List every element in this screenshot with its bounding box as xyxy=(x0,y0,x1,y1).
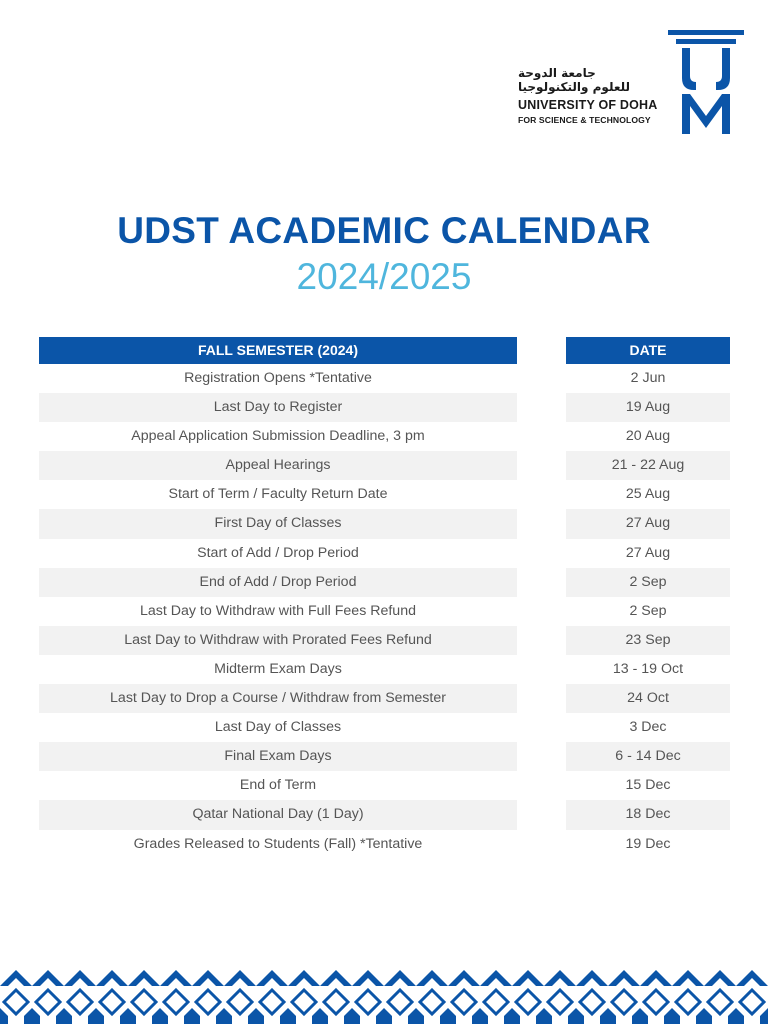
event-cell: Appeal Hearings xyxy=(39,451,517,480)
pattern-chevron xyxy=(256,970,288,986)
pattern-diamond xyxy=(196,990,220,1014)
pattern-diamond xyxy=(740,990,764,1014)
logo-english-line2: FOR SCIENCE & TECHNOLOGY xyxy=(518,115,651,125)
pattern-chevron xyxy=(0,970,32,986)
date-cell: 2 Sep xyxy=(629,602,667,619)
event-column-header: FALL SEMESTER (2024) xyxy=(39,337,517,364)
date-cell: 18 Dec xyxy=(566,800,730,829)
logo-english-line1: UNIVERSITY OF DOHA xyxy=(518,98,658,112)
date-cell: 19 Aug xyxy=(566,393,730,422)
event-cell: Midterm Exam Days xyxy=(214,660,342,677)
pattern-chevron xyxy=(512,970,544,986)
event-cell: End of Term xyxy=(239,777,317,794)
date-cell: 25 Aug xyxy=(625,486,671,503)
pattern-diamond xyxy=(68,990,92,1014)
date-cell: 27 Aug xyxy=(625,544,671,561)
pattern-chevron xyxy=(704,970,736,986)
pattern-diamond xyxy=(36,990,60,1014)
logo-arabic-line2: للعلوم والتكنولوجيا xyxy=(518,80,631,94)
event-cell: Last Day to Withdraw with Full Fees Refund xyxy=(140,602,416,619)
pattern-chevron xyxy=(288,970,320,986)
date-column-header: DATE xyxy=(566,337,730,364)
pattern-diamond xyxy=(516,990,540,1014)
event-cell: First Day of Classes xyxy=(39,509,517,538)
page-subtitle-year: 2024/2025 xyxy=(296,256,472,297)
event-cell: Qatar National Day (1 Day) xyxy=(39,800,517,829)
event-cell: Grades Released to Students (Fall) *Tentative xyxy=(133,835,423,852)
dates-column xyxy=(566,337,730,859)
pattern-chevron xyxy=(320,970,352,986)
pattern-diamond xyxy=(132,990,156,1014)
pattern-diamond xyxy=(100,990,124,1014)
pattern-diamond xyxy=(676,990,700,1014)
pattern-chevron xyxy=(672,970,704,986)
pattern-diamond xyxy=(260,990,284,1014)
pattern-diamond xyxy=(4,990,28,1014)
pattern-diamond xyxy=(420,990,444,1014)
pattern-chevron xyxy=(576,970,608,986)
date-cell: 21 - 22 Aug xyxy=(566,451,730,480)
pattern-chevron xyxy=(480,970,512,986)
event-cell: Last Day to Drop a Course / Withdraw from Semester xyxy=(39,684,517,713)
date-cell: 20 Aug xyxy=(625,428,671,445)
events-column xyxy=(39,337,517,859)
date-cell: 3 Dec xyxy=(629,719,667,736)
logo-wordmark xyxy=(518,66,670,125)
event-cell: Final Exam Days xyxy=(39,742,517,771)
university-logo xyxy=(516,28,746,138)
event-cell: Start of Term / Faculty Return Date xyxy=(168,486,388,503)
date-cell: 27 Aug xyxy=(566,509,730,538)
pattern-chevron xyxy=(640,970,672,986)
pattern-chevron xyxy=(96,970,128,986)
udst-emblem-icon xyxy=(668,28,744,136)
page-title: UDST ACADEMIC CALENDAR xyxy=(117,210,651,251)
date-cell: 2 Jun xyxy=(630,370,666,386)
event-cell: Last Day to Withdraw with Prorated Fees Refund xyxy=(39,626,517,655)
event-cell: Appeal Application Submission Deadline, 3 pm xyxy=(131,428,425,445)
pattern-diamond xyxy=(484,990,508,1014)
pattern-chevron xyxy=(384,970,416,986)
pattern-chevron xyxy=(608,970,640,986)
pattern-diamond xyxy=(228,990,252,1014)
pattern-chevron xyxy=(224,970,256,986)
pattern-chevron xyxy=(128,970,160,986)
pattern-chevron xyxy=(352,970,384,986)
date-cell: 2 Sep xyxy=(566,568,730,597)
decorative-pattern-footer xyxy=(0,966,768,1024)
pattern-chevron xyxy=(64,970,96,986)
event-cell: Last Day to Register xyxy=(39,393,517,422)
date-cell: 6 - 14 Dec xyxy=(566,742,730,771)
pattern-diamond xyxy=(452,990,476,1014)
pattern-diamond xyxy=(612,990,636,1014)
pattern-diamond xyxy=(708,990,732,1014)
pattern-diamond xyxy=(164,990,188,1014)
pattern-diamond xyxy=(644,990,668,1014)
date-cell: 19 Dec xyxy=(625,835,671,852)
date-cell: 15 Dec xyxy=(625,777,671,794)
date-cell: 23 Sep xyxy=(566,626,730,655)
pattern-chevron xyxy=(32,970,64,986)
event-cell: Start of Add / Drop Period xyxy=(197,544,359,561)
pattern-diamond xyxy=(548,990,572,1014)
pattern-diamond xyxy=(580,990,604,1014)
pattern-chevron xyxy=(544,970,576,986)
pattern-chevron xyxy=(448,970,480,986)
pattern-diamond xyxy=(324,990,348,1014)
event-cell: End of Add / Drop Period xyxy=(39,568,517,597)
pattern-diamond xyxy=(356,990,380,1014)
event-cell: Registration Opens *Tentative xyxy=(184,370,372,386)
pattern-chevron xyxy=(416,970,448,986)
pattern-diamond xyxy=(388,990,412,1014)
pattern-chevron xyxy=(192,970,224,986)
date-cell: 13 - 19 Oct xyxy=(612,660,684,677)
logo-arabic-line1: جامعة الدوحة xyxy=(518,66,596,80)
pattern-diamond xyxy=(292,990,316,1014)
pattern-chevron xyxy=(160,970,192,986)
pattern-chevron xyxy=(736,970,768,986)
event-cell: Last Day of Classes xyxy=(214,719,342,736)
date-cell: 24 Oct xyxy=(566,684,730,713)
